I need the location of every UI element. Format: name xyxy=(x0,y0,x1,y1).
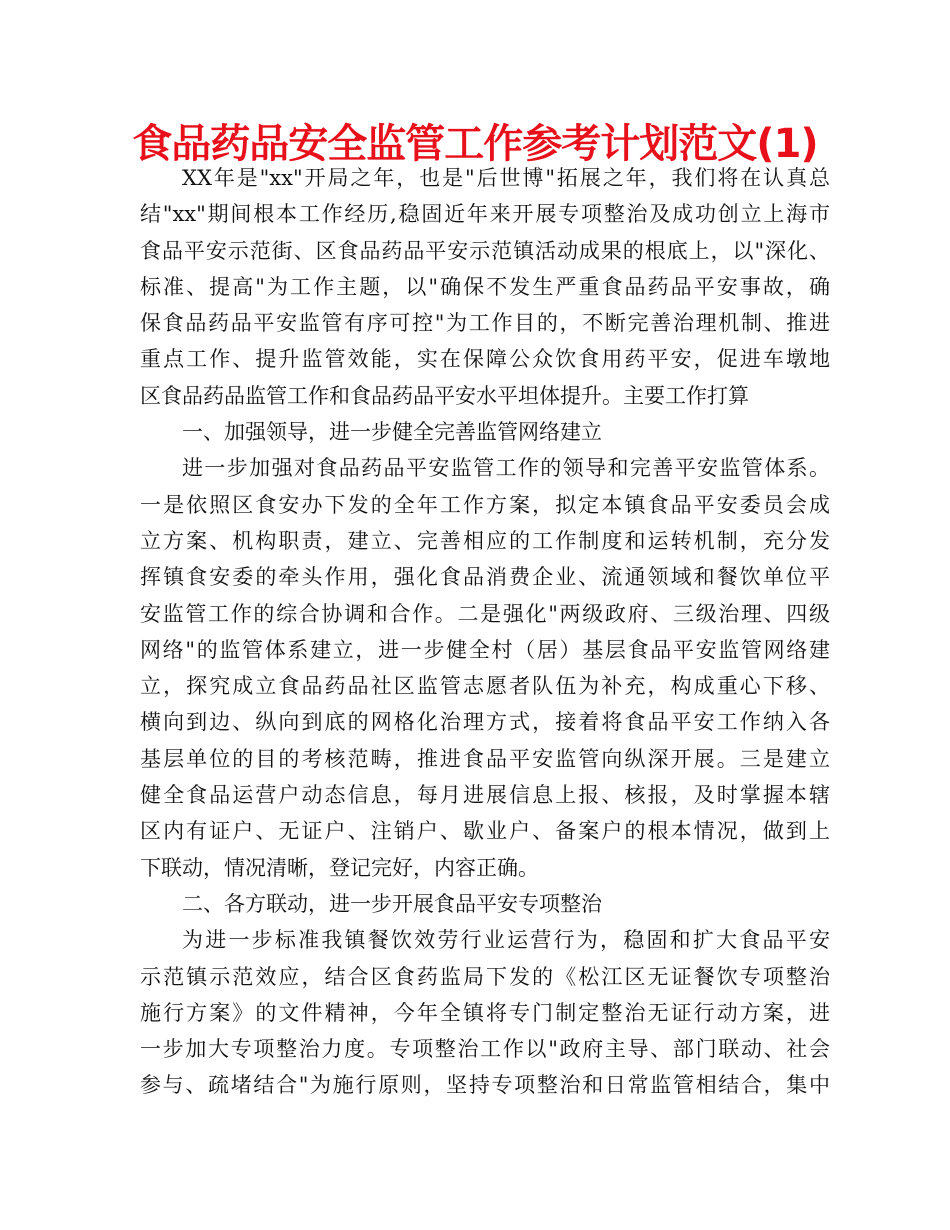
paragraph-line: 示范镇示范效应，结合区食药监局下发的《松江区无证餐饮专项整治 xyxy=(140,964,830,989)
paragraph-line: 为进一步标准我镇餐饮效劳行业运营行为，稳固和扩大食品平安 xyxy=(182,928,830,953)
paragraph-line: 横向到边、纵向到底的网格化治理方式，接着将食品平安工作纳入各 xyxy=(140,710,830,735)
paragraph-line: 健全食品运营户动态信息，每月进展信息上报、核报，及时掌握本辖 xyxy=(140,783,830,808)
section-heading: 二、各方联动，进一步开展食品平安专项整治 xyxy=(182,891,602,916)
paragraph-line: 食品平安示范街、区食品药品平安示范镇活动成果的根底上，以"深化、 xyxy=(140,238,830,263)
section-heading: 一、加强领导，进一步健全完善监管网络建立 xyxy=(182,420,602,445)
paragraph-line: 安监管工作的综合协调和合作。二是强化"两级政府、三级治理、四级 xyxy=(140,601,830,626)
paragraph-line: 施行方案》的文件精神，今年全镇将专门制定整治无证行动方案，进 xyxy=(140,1000,830,1025)
paragraph-line: 区内有证户、无证户、注销户、歇业户、备案户的根本情况，做到上 xyxy=(140,819,830,844)
paragraph-line: 结"xx"期间根本工作经历,稳固近年来开展专项整治及成功创立上海市 xyxy=(140,202,830,227)
paragraph-line: 一步加大专项整治力度。专项整治工作以"政府主导、部门联动、社会 xyxy=(140,1037,830,1062)
paragraph-line: 挥镇食安委的牵头作用，强化食品消费企业、流通领域和餐饮单位平 xyxy=(140,565,830,590)
paragraph-line: 进一步加强对食品药品平安监管工作的领导和完善平安监管体系。 xyxy=(182,456,830,481)
paragraph-line: 立方案、机构职责，建立、完善相应的工作制度和运转机制，充分发 xyxy=(140,528,830,553)
paragraph-line: 下联动，情况清晰，登记完好，内容正确。 xyxy=(140,855,539,880)
paragraph-line: 网络"的监管体系建立，进一步健全村（居）基层食品平安监管网络建 xyxy=(140,637,830,662)
paragraph-line: 重点工作、提升监管效能，实在保障公众饮食用药平安，促进车墩地 xyxy=(140,347,830,372)
paragraph-line: 保食品药品平安监管有序可控"为工作目的，不断完善治理机制、推进 xyxy=(140,311,830,336)
paragraph-line: 立，探究成立食品药品社区监管志愿者队伍为补充，构成重心下移、 xyxy=(140,674,830,699)
paragraph-line: 区食品药品监管工作和食品药品平安水平坦体提升。主要工作打算 xyxy=(140,383,749,408)
document-title: 食品药品安全监管工作参考计划范文(1) xyxy=(132,121,818,167)
paragraph-line: 参与、疏堵结合"为施行原则，坚持专项整治和日常监管相结合，集中 xyxy=(140,1073,830,1098)
paragraph-line: 一是依照区食安办下发的全年工作方案，拟定本镇食品平安委员会成 xyxy=(140,492,830,517)
paragraph-line: XX年是"xx"开局之年，也是"后世博"拓展之年，我们将在认真总 xyxy=(182,166,830,190)
document-body xyxy=(140,160,830,1104)
paragraph-line: 标准、提高"为工作主题，以"确保不发生严重食品药品平安事故，确 xyxy=(140,274,830,299)
paragraph-line: 基层单位的目的考核范畴，推进食品平安监管向纵深开展。三是建立 xyxy=(140,746,830,771)
